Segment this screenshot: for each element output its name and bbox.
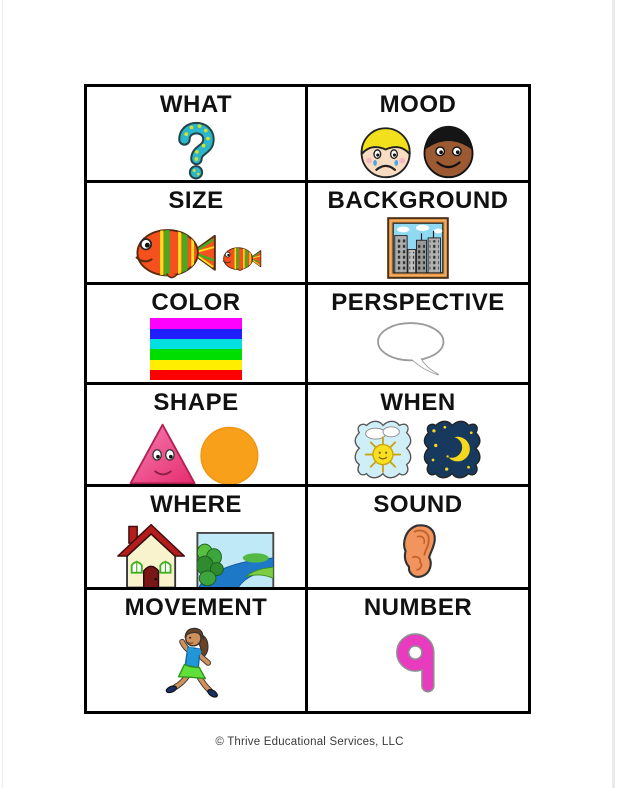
rainbow-stripe: [150, 329, 242, 339]
rainbow-stripe: [150, 360, 242, 370]
cell-label-mood: MOOD: [379, 91, 457, 118]
number-nine-icon: [308, 622, 528, 711]
triangle-circle-icon: [87, 417, 305, 487]
page-edge-right: [612, 0, 615, 788]
cell-color: [87, 285, 308, 385]
running-girl-icon: [87, 622, 305, 711]
cell-perspective: [308, 285, 528, 385]
cell-mood: [308, 87, 528, 183]
cell-number: [308, 590, 528, 711]
rainbow-stripe: [150, 318, 242, 328]
cell-label-when: WHEN: [380, 389, 456, 416]
speech-bubble-icon: [308, 317, 528, 382]
cell-size: [87, 183, 308, 285]
sad-face: [362, 128, 410, 177]
cell-background: [308, 183, 528, 285]
river-scene: [196, 533, 273, 590]
question-mark-icon: [87, 119, 305, 183]
framed-city-icon: [308, 215, 528, 282]
cell-label-sound: SOUND: [373, 491, 463, 518]
rainbow-stripe: [150, 349, 242, 359]
cell-label-shape: SHAPE: [153, 389, 239, 416]
cell-label-where: WHERE: [150, 491, 242, 518]
story-elements-table: [84, 84, 531, 714]
cell-shape: [87, 385, 308, 487]
house-river-icon: [87, 519, 305, 590]
cell-label-what: WHAT: [159, 91, 233, 118]
big-small-fish-icon: [87, 215, 305, 283]
night-blob: [424, 422, 480, 478]
rainbow-stripe: [150, 370, 242, 380]
day-blob: [355, 422, 411, 478]
day-night-icon: [308, 417, 528, 484]
rainbow-stripe: [150, 339, 242, 349]
happy-face: [424, 126, 472, 177]
cell-when: [308, 385, 528, 487]
cell-label-background: BACKGROUND: [327, 187, 509, 214]
cell-label-movement: MOVEMENT: [124, 594, 268, 621]
cell-sound: [308, 487, 528, 590]
cell-label-number: NUMBER: [363, 594, 473, 621]
house: [118, 524, 185, 587]
cell-where: [87, 487, 308, 590]
cell-label-perspective: PERSPECTIVE: [331, 289, 505, 316]
cell-what: [87, 87, 308, 183]
cell-label-size: SIZE: [168, 187, 224, 214]
copyright-footer: © Thrive Educational Services, LLC: [215, 736, 404, 748]
ear-icon: [308, 519, 528, 587]
page-edge-left: [2, 0, 3, 788]
rainbow-swatch-icon: [87, 317, 305, 382]
cell-label-color: COLOR: [151, 289, 241, 316]
cell-movement: [87, 590, 308, 711]
sad-happy-faces-icon: [308, 119, 528, 180]
